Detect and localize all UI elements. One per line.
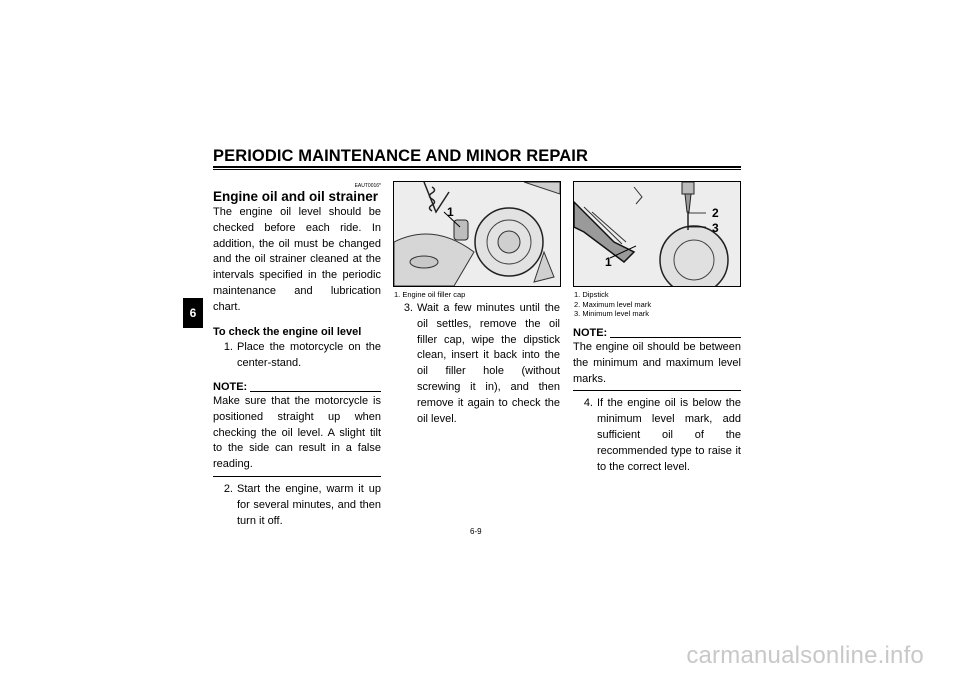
note-block: [573, 327, 741, 391]
header-rule: [213, 166, 741, 168]
step-1: [213, 340, 381, 372]
note-label: NOTE:: [573, 327, 608, 339]
caption-item: 3. Minimum level mark: [574, 309, 650, 318]
callout-label: 1: [447, 205, 454, 219]
subheading: To check the engine oil level: [213, 325, 362, 338]
intro-paragraph: The engine oil level should be checked before each ride. In addition, the oil must be changed and the oil strainer cleaned at the intervals specified in the periodic maintenance and lubrication chart.: [213, 206, 381, 313]
photo-captions: [574, 290, 742, 319]
document-code: EAUT0016*: [354, 183, 381, 189]
note-rule: [250, 391, 381, 392]
step-text: If the engine oil is below the minimum level mark, add sufficient oil of the recommended type to raise it to the correct level.: [597, 397, 741, 473]
watermark: carmanualsonline.info: [686, 642, 924, 669]
page-number: 6-9: [470, 527, 482, 536]
note-end-rule: [573, 390, 741, 391]
column-1: [213, 183, 381, 529]
step-4: [573, 396, 741, 475]
column-3: [573, 327, 741, 475]
photo-caption: 1. Engine oil filler cap: [394, 290, 466, 299]
step-2: [213, 482, 381, 529]
step-text: Start the engine, warm it up for several minutes, and then turn it off.: [237, 482, 381, 527]
step-number: 2.: [223, 482, 233, 495]
caption-item: 1. Dipstick: [574, 290, 609, 299]
note-text: Make sure that the motorcycle is positioned straight up when checking the oil level. A slight tilt to the side can result in a false reading.: [213, 394, 381, 471]
note-end-rule: [213, 476, 381, 477]
callout-label-min: 3: [712, 221, 719, 235]
section-tab: 6: [183, 298, 203, 328]
callout-label-max: 2: [712, 206, 719, 220]
step-number: 4.: [583, 397, 593, 410]
note-rule: [610, 337, 741, 338]
note-header: [573, 327, 741, 340]
engine-illustration: [394, 182, 560, 286]
caption-item: 2. Maximum level mark: [574, 299, 652, 309]
step-text: Place the motorcycle on the center-stand.: [237, 341, 381, 370]
callout-label-dipstick: 1: [605, 255, 612, 269]
note-block: [213, 381, 381, 477]
dipstick-photo: [573, 181, 741, 287]
column-2: [393, 301, 560, 427]
note-text: The engine oil should be between the minimum and maximum level marks.: [573, 341, 741, 385]
header-rule-thin: [213, 169, 741, 170]
step-number: 1.: [223, 341, 233, 354]
page-title: PERIODIC MAINTENANCE AND MINOR REPAIR: [213, 147, 588, 165]
step-number: 3.: [403, 302, 413, 314]
section-heading: Engine oil and oil strainer: [213, 189, 379, 204]
note-label: NOTE:: [213, 380, 248, 393]
step-3: [393, 301, 560, 427]
oil-filler-cap-photo: [393, 181, 561, 287]
note-header: [213, 381, 381, 394]
step-text: Wait a few minutes until the oil settles, remove the oil filler cap, wipe the dipstick clean, insert it back into the oil filler hole (without screwing it in), and then remove it again to check the oil level.: [417, 302, 560, 425]
